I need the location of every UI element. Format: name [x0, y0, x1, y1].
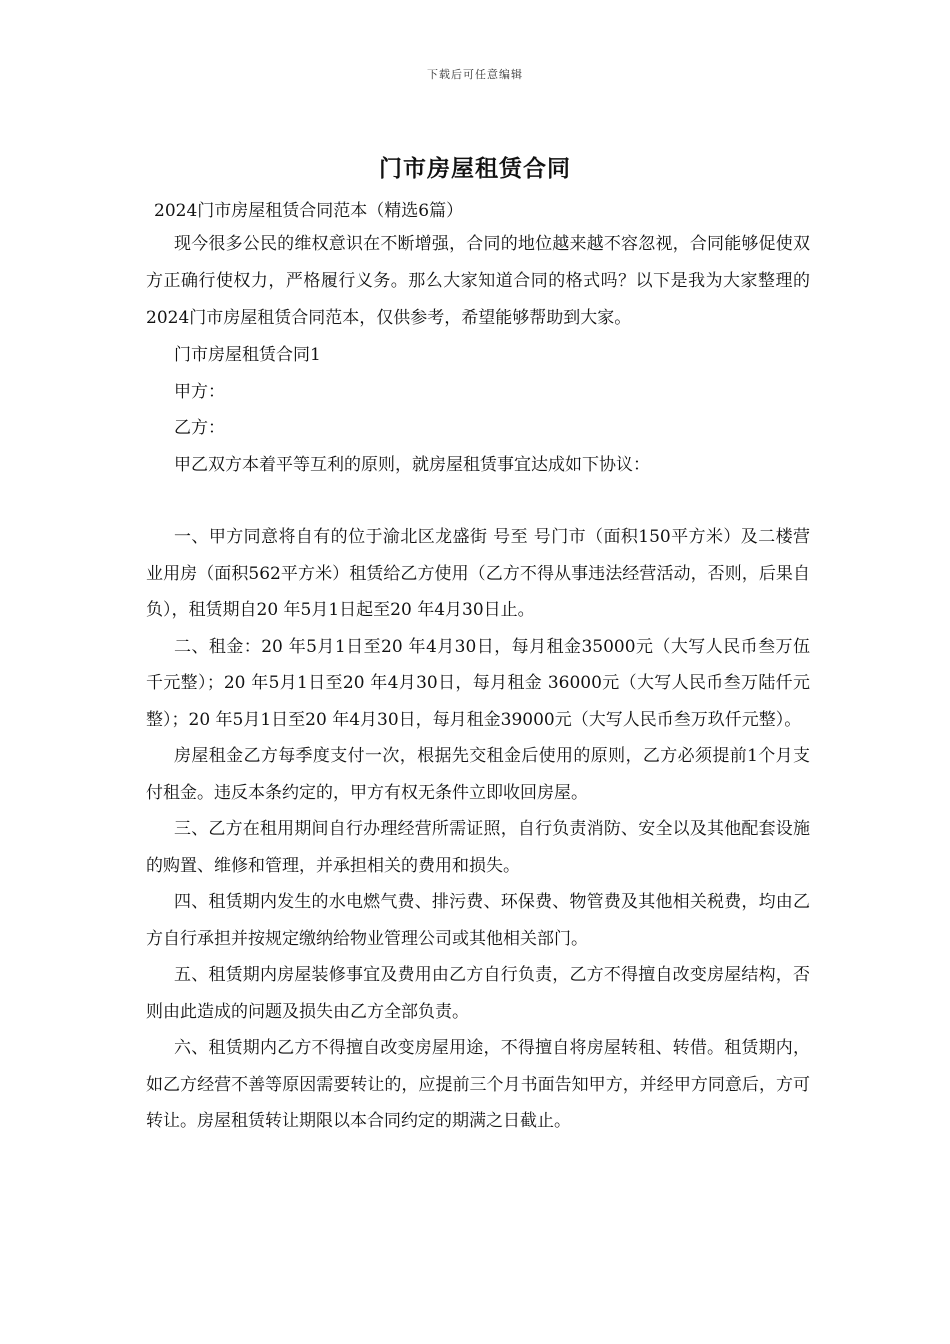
clause-paragraph: 二、租金：20 年5月1日至20 年4月30日，每月租金35000元（大写人民币叁万伍千元整）；20 年5月1日至20 年4月30日，每月租金 36000元（大写人民币叁万陆仟元整）；20 年5月1日至20 年4月30日，每月租金39000元（大写人民币叁万玖仟元整）。 [146, 636, 810, 730]
intro-paragraph: 现今很多公民的维权意识在不断增强，合同的地位越来越不容忽视，合同能够促使双方正确行使权力，严格履行义务。那么大家知道合同的格式吗？以下是我为大家整理的2024门市房屋租赁合同范本，仅供参考，希望能够帮助到大家。 [146, 234, 810, 328]
section-heading: 门市房屋租赁合同1 [174, 345, 321, 365]
party-b-line: 乙方： [174, 418, 225, 438]
clause-paragraph: 五、租赁期内房屋装修事宜及费用由乙方自行负责，乙方不得擅自改变房屋结构，否则由此造成的问题及损失由乙方全部负责。 [146, 965, 810, 1022]
document-title: 门市房屋租赁合同 [379, 156, 571, 182]
clause-paragraph: 四、租赁期内发生的水电燃气费、排污费、环保费、物管费及其他相关税费，均由乙方自行承担并按规定缴纳给物业管理公司或其他相关部门。 [146, 892, 810, 949]
party-a-line: 甲方： [174, 381, 225, 402]
agreement-line: 甲乙双方本着平等互利的原则，就房屋租赁事宜达成如下协议： [174, 454, 650, 475]
clause-paragraph: 六、租赁期内乙方不得擅自改变房屋用途，不得擅自将房屋转租、转借。租赁期内，如乙方经营不善等原因需要转让的，应提前三个月书面告知甲方，并经甲方同意后，方可转让。房屋租赁转让期限以本合同约定的期满之日截止。 [146, 1038, 810, 1131]
document-body [146, 196, 810, 1140]
document-subtitle: 2024门市房屋租赁合同范本（精选6篇） [154, 201, 464, 221]
header-note: 下载后可任意编辑 [427, 68, 523, 81]
clause-paragraph: 一、甲方同意将自有的位于渝北区龙盛街 号至 号门市（面积150平方米）及二楼营业用房（面积562平方米）租赁给乙方使用（乙方不得从事违法经营活动，否则，后果自负），租赁期自20 年5月1日起至20 年4月30日止。 [146, 527, 810, 620]
clause-paragraph: 三、乙方在租用期间自行办理经营所需证照，自行负责消防、安全以及其他配套设施的购置、维修和管理，并承担相关的费用和损失。 [146, 819, 810, 876]
blank-line [146, 483, 810, 519]
clause-paragraph: 房屋租金乙方每季度支付一次，根据先交租金后使用的原则，乙方必须提前1个月支付租金。违反本条约定的，甲方有权无条件立即收回房屋。 [146, 746, 810, 803]
